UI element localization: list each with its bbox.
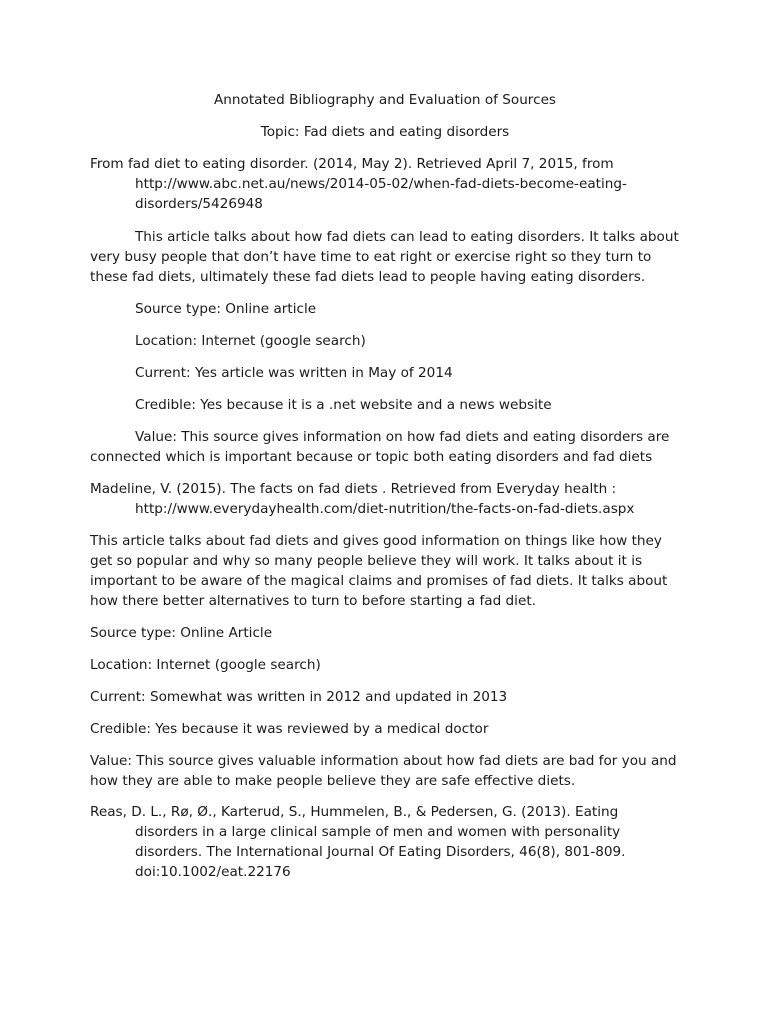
citation-entry-2: Madeline, V. (2015). The facts on fad diets . Retrieved from Everyday health : http://www.everydayhealth.com/diet-nutrition/the-facts-on-fad-diets.aspx (90, 481, 635, 517)
source-type-entry-2: Source type: Online Article (90, 625, 273, 641)
document-topic: Topic: Fad diets and eating disorders (260, 124, 510, 140)
source-type-entry-1: Source type: Online article (135, 301, 317, 317)
location-entry-2: Location: Internet (google search) (90, 657, 321, 673)
current-entry-1: Current: Yes article was written in May of 2014 (135, 365, 453, 381)
citation-entry-1: From fad diet to eating disorder. (2014, May 2). Retrieved April 7, 2015, from http://www.abc.net.au/news/2014-05-02/when-fad-diets-become-eating-disorders/5426948 (90, 156, 627, 212)
credible-entry-1: Credible: Yes because it is a .net website and a news website (135, 397, 552, 413)
value-entry-1: Value: This source gives information on how fad diets and eating disorders are connected which is important because or topic both eating disorders and fad diets (90, 429, 670, 465)
credible-entry-2: Credible: Yes because it was reviewed by a medical doctor (90, 721, 489, 737)
current-entry-2: Current: Somewhat was written in 2012 and updated in 2013 (90, 689, 508, 705)
value-entry-2: Value: This source gives valuable information about how fad diets are bad for you and how they are able to make people believe they are safe effective diets. (90, 753, 677, 789)
document-title: Annotated Bibliography and Evaluation of Sources (213, 92, 557, 108)
summary-entry-1: This article talks about how fad diets can lead to eating disorders. It talks about very busy people that don’t have time to eat right or exercise right so they turn to these fad diets, ultimately these fad diets lead to people having eating disorders. (90, 229, 679, 285)
location-entry-1: Location: Internet (google search) (135, 333, 366, 349)
citation-entry-3: Reas, D. L., Rø, Ø., Karterud, S., Hummelen, B., & Pedersen, G. (2013). Eating disorders in a large clinical sample of men and women with personality disorders. The International Journal Of Eating Disorders, 46(8), 801-809. doi:10.1002/eat.22176 (90, 804, 626, 880)
document-page (90, 90, 680, 882)
summary-entry-2: This article talks about fad diets and gives good information on things like how they get so popular and why so many people believe they will work. It talks about it is important to be aware of the magical claims and promises of fad diets. It talks about how there better alternatives to turn to before starting a fad diet. (90, 533, 668, 609)
